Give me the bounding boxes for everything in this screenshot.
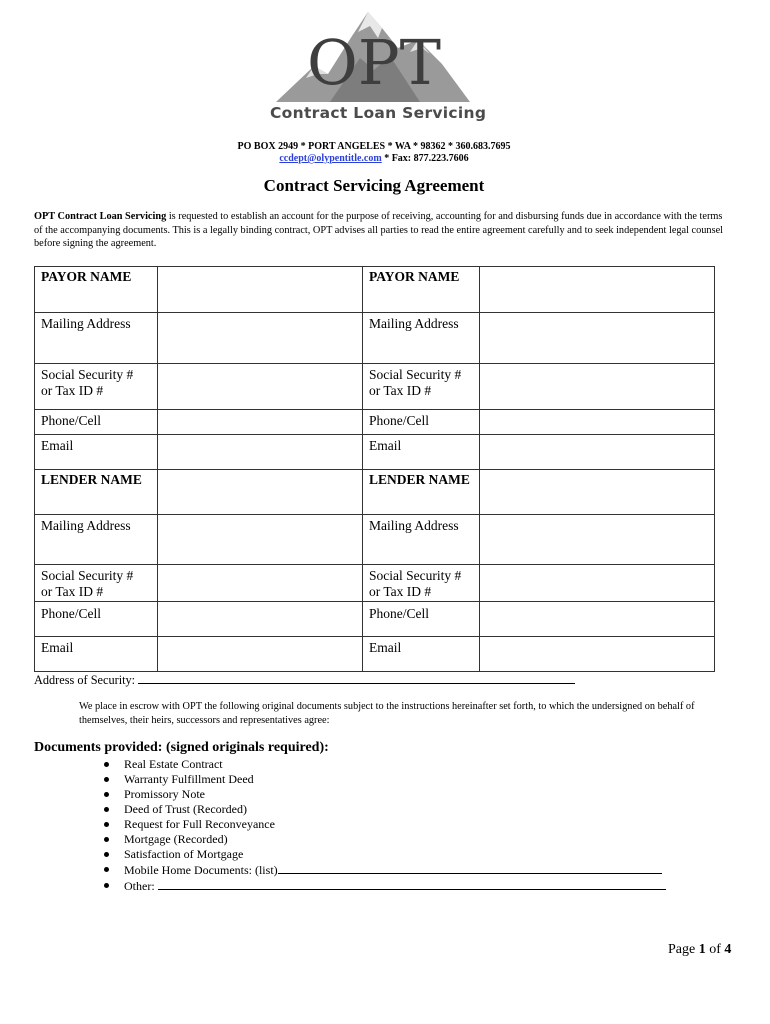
payor-mailing-field-1[interactable] [158, 313, 363, 364]
other-docs-field[interactable] [158, 878, 666, 890]
lender-mailing-label-2: Mailing Address [363, 515, 480, 565]
payor-ssn-field-2[interactable] [480, 364, 715, 410]
payor-name-label-2: PAYOR NAME [363, 267, 480, 313]
table-row [35, 364, 715, 410]
contact-line [0, 153, 748, 164]
escrow-paragraph: We place in escrow with OPT the following original documents subject to the instructions hereinafter set forth, to which the undersigned on behalf of themselves, their heirs, successors and representatives agree: [79, 701, 695, 726]
intro-paragraph [34, 210, 724, 251]
security-address-field[interactable] [138, 671, 575, 684]
payor-name-field-2[interactable] [480, 267, 715, 313]
company-name: OPT Contract Loan Servicing [34, 211, 167, 222]
lender-name-label-2: LENDER NAME [363, 470, 480, 515]
lender-name-field-1[interactable] [158, 470, 363, 515]
payor-email-label-2: Email [363, 435, 480, 470]
table-row [35, 515, 715, 565]
table-row [35, 313, 715, 364]
payor-phone-field-2[interactable] [480, 410, 715, 435]
list-item: Real Estate Contract [102, 757, 666, 772]
table-row [35, 267, 715, 313]
payor-ssn-label-2: Social Security # or Tax ID # [363, 364, 480, 410]
lender-email-label: Email [35, 637, 158, 672]
payor-mailing-field-2[interactable] [480, 313, 715, 364]
lender-mailing-field-2[interactable] [480, 515, 715, 565]
lender-name-field-2[interactable] [480, 470, 715, 515]
payor-mailing-label: Mailing Address [35, 313, 158, 364]
page-title: Contract Servicing Agreement [263, 176, 485, 195]
mobile-home-docs-field[interactable] [278, 862, 662, 874]
lender-phone-label-2: Phone/Cell [363, 602, 480, 637]
email-link[interactable]: ccdept@olypentitle.com [279, 153, 382, 164]
payor-phone-field-1[interactable] [158, 410, 363, 435]
list-item: Satisfaction of Mortgage [102, 847, 666, 862]
payor-phone-label: Phone/Cell [35, 410, 158, 435]
table-row [35, 637, 715, 672]
lender-ssn-label: Social Security # or Tax ID # [35, 565, 158, 602]
lender-phone-field-1[interactable] [158, 602, 363, 637]
list-item: Request for Full Reconveyance [102, 817, 666, 832]
logo-letters: OPT [307, 26, 441, 99]
list-item: Warranty Fulfillment Deed [102, 772, 666, 787]
payor-name-field-1[interactable] [158, 267, 363, 313]
lender-name-label: LENDER NAME [35, 470, 158, 515]
lender-email-field-1[interactable] [158, 637, 363, 672]
lender-ssn-label-2: Social Security # or Tax ID # [363, 565, 480, 602]
payor-phone-label-2: Phone/Cell [363, 410, 480, 435]
table-row [35, 470, 715, 515]
lender-mailing-label: Mailing Address [35, 515, 158, 565]
address-line: PO BOX 2949 * PORT ANGELES * WA * 98362 * 360.683.7695 [237, 141, 511, 152]
lender-phone-field-2[interactable] [480, 602, 715, 637]
documents-list [102, 757, 666, 894]
table-row [35, 565, 715, 602]
list-item: Deed of Trust (Recorded) [102, 802, 666, 817]
list-item: Mortgage (Recorded) [102, 832, 666, 847]
intro-text: is requested to establish an account for the purpose of receiving, accounting for and disbursing funds due in accordance with the terms of the accompanying documents. This is a legally binding contract, OPT advises all parties to read the entire agreement carefully and to seek independent legal counsel before signing the agreement. [34, 211, 724, 249]
payor-ssn-label: Social Security # or Tax ID # [35, 364, 158, 410]
page-number: Page 1 of 4 [668, 942, 732, 957]
lender-ssn-field-1[interactable] [158, 565, 363, 602]
payor-name-label: PAYOR NAME [35, 267, 158, 313]
company-logo [270, 8, 487, 126]
lender-ssn-field-2[interactable] [480, 565, 715, 602]
fax-number: * Fax: 877.223.7606 [381, 153, 469, 164]
logo-subtitle: Contract Loan Servicing [270, 104, 487, 122]
table-row [35, 410, 715, 435]
security-label: Address of Security: [34, 673, 136, 687]
documents-heading: Documents provided: (signed originals required): [34, 740, 329, 755]
payor-ssn-field-1[interactable] [158, 364, 363, 410]
payor-email-field-1[interactable] [158, 435, 363, 470]
lender-email-label-2: Email [363, 637, 480, 672]
lender-phone-label: Phone/Cell [35, 602, 158, 637]
payor-email-field-2[interactable] [480, 435, 715, 470]
payor-email-label: Email [35, 435, 158, 470]
table-row [35, 435, 715, 470]
list-item: Mobile Home Documents: (list) [102, 862, 666, 878]
list-item: Other: [102, 878, 666, 894]
lender-email-field-2[interactable] [480, 637, 715, 672]
lender-mailing-field-1[interactable] [158, 515, 363, 565]
list-item: Promissory Note [102, 787, 666, 802]
table-row [35, 602, 715, 637]
payor-mailing-label-2: Mailing Address [363, 313, 480, 364]
mountain-logo-icon [270, 8, 480, 108]
address-of-security [34, 671, 594, 688]
party-info-table [34, 266, 715, 672]
